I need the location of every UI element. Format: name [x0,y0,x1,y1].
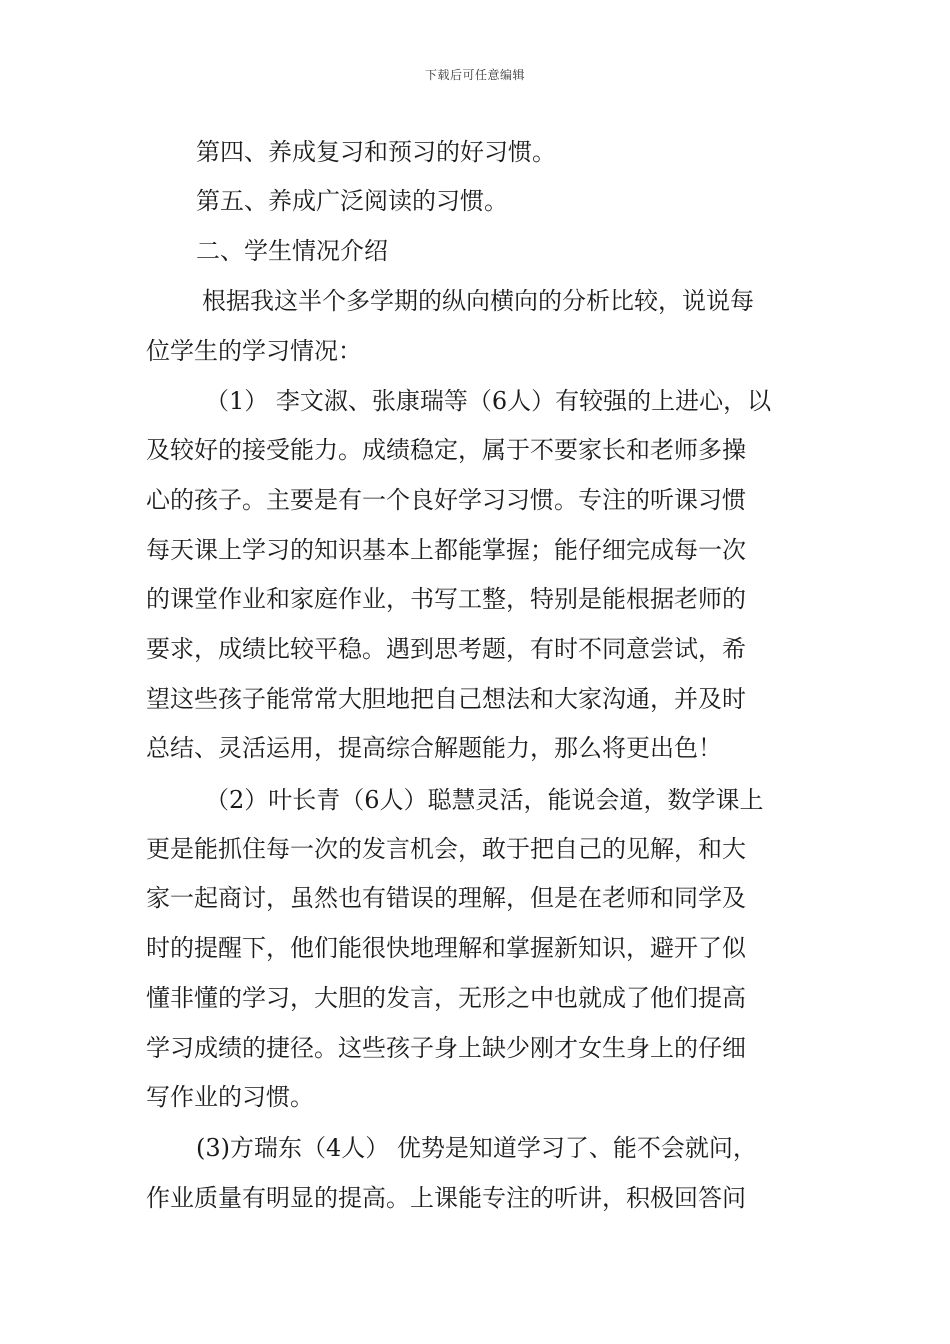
text-line: 心的孩子。主要是有一个良好学习习惯。专注的听课习惯 [146,486,746,514]
text-line: 位学生的学习情况： [146,337,362,365]
text-line: 家一起商讨，虽然也有错误的理解，但是在老师和同学及 [146,884,746,912]
page-header: 下载后可任意编辑 [424,68,525,82]
text-line: （1） 李文淑、张康瑞等（6人）有较强的上进心，以 [205,387,772,415]
text-line: 学习成绩的捷径。这些孩子身上缺少刚才女生身上的仔细 [146,1034,746,1062]
text-line: 的课堂作业和家庭作业，书写工整，特别是能根据老师的 [146,585,746,613]
text-line: 每天课上学习的知识基本上都能掌握；能仔细完成每一次 [146,536,746,564]
text-line: 总结、灵活运用，提高综合解题能力，那么将更出色！ [146,734,722,762]
text-line: 要求，成绩比较平稳。遇到思考题，有时不同意尝试，希 [146,635,746,663]
text-line: 写作业的习惯。 [146,1083,314,1111]
text-line: 第五、养成广泛阅读的习惯。 [196,187,508,215]
section-heading: 二、学生情况介绍 [196,237,388,265]
text-line: 第四、养成复习和预习的好习惯。 [196,138,556,166]
text-line: 更是能抓住每一次的发言机会，敢于把自己的见解，和大 [146,835,746,863]
text-line: 时的提醒下，他们能很快地理解和掌握新知识，避开了似 [146,934,746,962]
text-line: 根据我这半个多学期的纵向横向的分析比较，说说每 [202,287,754,315]
text-line: 及较好的接受能力。成绩稳定，属于不要家长和老师多操 [146,436,746,464]
text-line: 作业质量有明显的提高。上课能专注的听讲，积极回答问 [146,1184,746,1212]
text-line: （2）叶长青（6人）聪慧灵活，能说会道，数学课上 [205,786,764,814]
text-line: (3)方瑞东（4人） 优势是知道学习了、能不会就问， [196,1134,757,1162]
text-line: 望这些孩子能常常大胆地把自己想法和大家沟通，并及时 [146,685,746,713]
text-line: 懂非懂的学习，大胆的发言，无形之中也就成了他们提高 [146,984,746,1012]
